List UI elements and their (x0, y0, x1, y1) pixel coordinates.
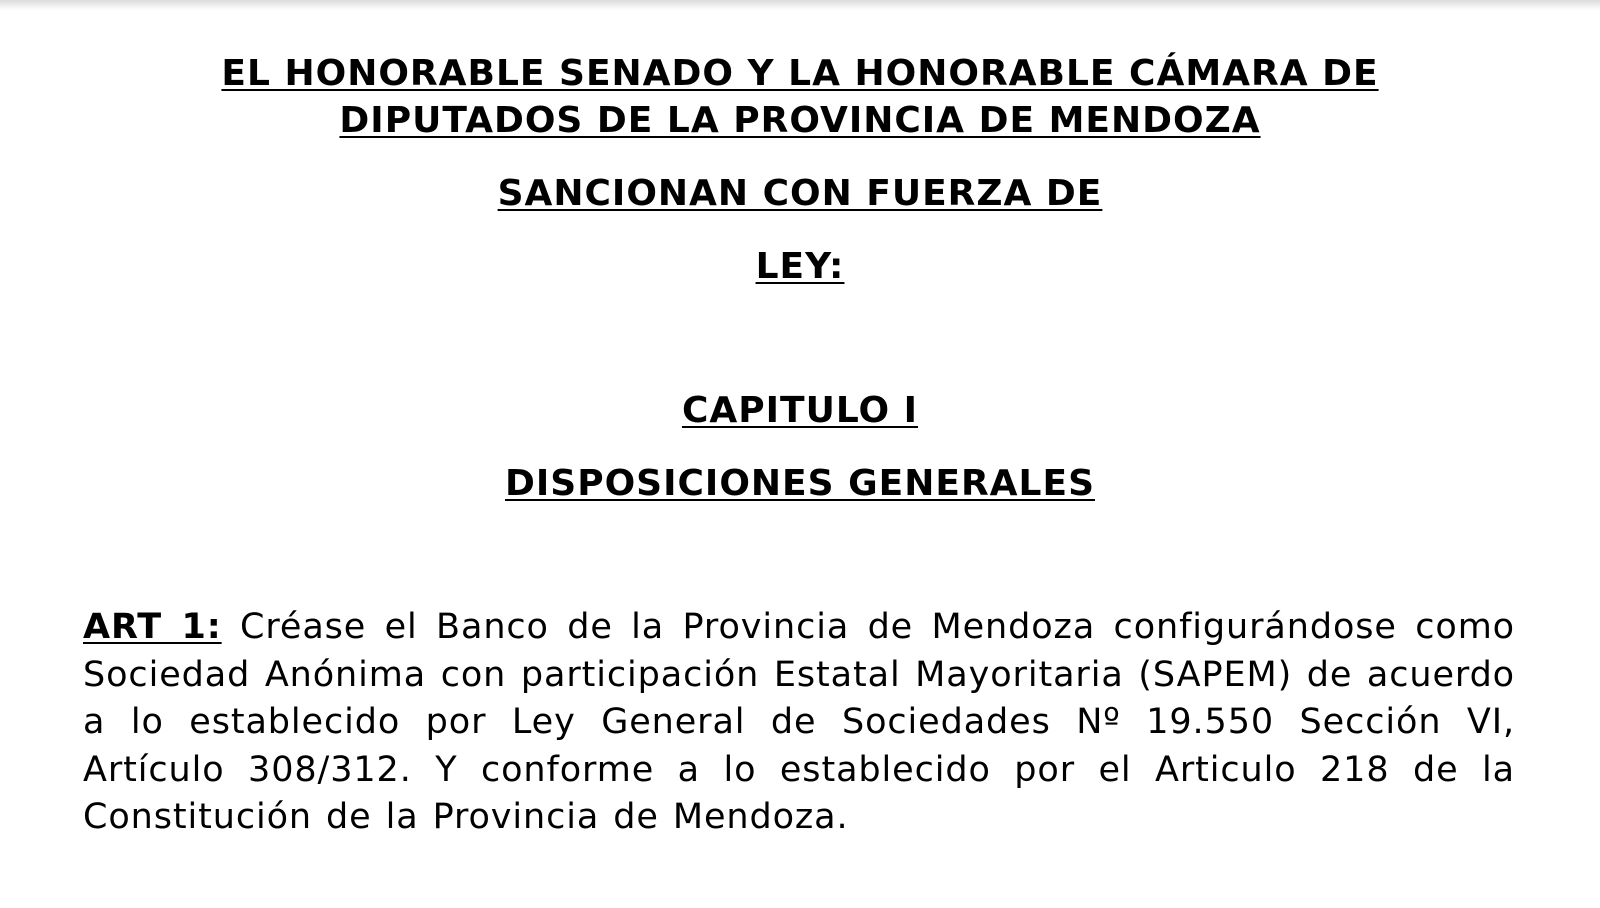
document-title-line-2: DIPUTADOS DE LA PROVINCIA DE MENDOZA (339, 100, 1261, 141)
chapter-text: CAPITULO I (681, 390, 919, 431)
sancionan-heading (0, 170, 1600, 217)
document-title-line-1: EL HONORABLE SENADO Y LA HONORABLE CÁMARA DE (221, 53, 1379, 94)
article-1-label: ART 1: (83, 607, 222, 647)
article-1 (83, 604, 1515, 842)
chapter-heading (0, 387, 1600, 434)
document-title (0, 50, 1600, 144)
article-1-text: Créase el Banco de la Provincia de Mendoza configurándose como Sociedad Anónima con participación Estatal Mayoritaria (SAPEM) de acuerdo a lo establecido por Ley General de Sociedades Nº 19.550 Sección VI, Artículo 308/312. Y conforme a lo establecido por el Articulo 218 de la Constitución de la Provincia de Mendoza. (83, 607, 1515, 837)
ley-text: LEY: (755, 246, 845, 287)
sancionan-text: SANCIONAN CON FUERZA DE (497, 173, 1103, 214)
ley-heading (0, 243, 1600, 290)
page-top-edge (0, 0, 1600, 10)
chapter-title (0, 460, 1600, 507)
chapter-title-text: DISPOSICIONES GENERALES (504, 463, 1096, 504)
